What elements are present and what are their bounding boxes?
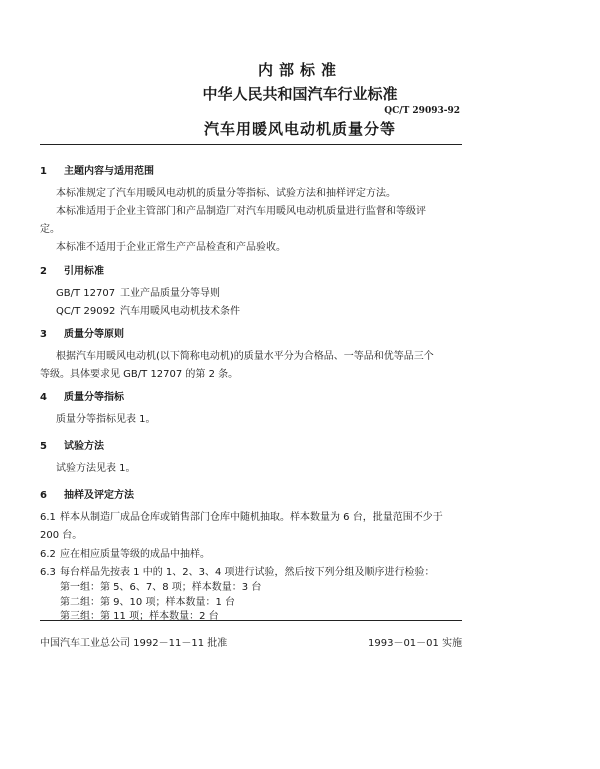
clause-6-3 — [40, 563, 435, 578]
paragraph-continuation: 等级。具体要求见 GB/T 12707 的第 2 条。 — [40, 369, 239, 380]
section-title: 引用标准 — [64, 266, 104, 277]
section-title: 主题内容与适用范围 — [64, 166, 154, 177]
section-number: 3 — [40, 329, 47, 340]
section-2-heading — [40, 262, 104, 277]
clause-text: 每台样品先按表 1 中的 1、2、3、4 项进行试验，然后按下列分组及顺序进行检验： — [60, 567, 435, 578]
clause-text: 应在相应质量等级的成品中抽样。 — [60, 549, 210, 560]
section-number: 5 — [40, 441, 47, 452]
reference-name: 工业产品质量分等导则 — [120, 288, 220, 299]
group-item: 第一组：第 5、6、7、8 项；样本数量：3 台 — [60, 582, 262, 593]
standard-category: 中华人民共和国汽车行业标准 — [202, 85, 398, 103]
paragraph-continuation: 定。 — [40, 224, 60, 235]
page-title: 汽车用暖风电动机质量分等 — [203, 120, 396, 138]
reference-code: QC/T 29092 — [56, 306, 116, 317]
reference-row — [56, 284, 220, 299]
section-6-heading — [40, 486, 134, 501]
clause-number: 6.3 — [40, 567, 56, 578]
approval-note: 中国汽车工业总公司 1992－11－11 批准 — [40, 638, 228, 649]
paragraph: 本标准规定了汽车用暖风电动机的质量分等指标、试验方法和抽样评定方法。 — [56, 188, 396, 199]
reference-row — [56, 302, 240, 317]
group-item: 第三组：第 11 项；样本数量：2 台 — [60, 611, 219, 622]
clause-number: 6.1 — [40, 512, 56, 523]
section-number: 2 — [40, 266, 47, 277]
standard-code: QC/T 29093-92 — [384, 106, 460, 116]
effective-date: 1993－01－01 实施 — [368, 638, 463, 649]
reference-code: GB/T 12707 — [56, 288, 116, 299]
section-4-heading — [40, 388, 124, 403]
header-divider — [40, 144, 462, 145]
section-1-heading — [40, 162, 154, 177]
footer-divider — [40, 620, 462, 621]
section-number: 6 — [40, 490, 47, 501]
clause-6-2 — [40, 545, 210, 560]
section-title: 试验方法 — [64, 441, 104, 452]
clause-6-1 — [40, 508, 443, 523]
paragraph: 根据汽车用暖风电动机(以下简称电动机)的质量水平分为合格品、一等品和优等品三个 — [56, 351, 434, 362]
clause-text: 样本从制造厂成品仓库或销售部门仓库中随机抽取。样本数量为 6 台，批量范围不少于 — [60, 512, 443, 523]
reference-name: 汽车用暖风电动机技术条件 — [120, 306, 240, 317]
clause-number: 6.2 — [40, 549, 56, 560]
group-item: 第二组：第 9、10 项；样本数量：1 台 — [60, 597, 235, 608]
section-title: 抽样及评定方法 — [64, 490, 134, 501]
clause-continuation: 200 台。 — [40, 530, 83, 541]
section-5-heading — [40, 437, 104, 452]
internal-standard-label: 内部标准 — [257, 61, 342, 79]
paragraph: 本标准适用于企业主管部门和产品制造厂对汽车用暖风电动机质量进行监督和等级评 — [56, 206, 426, 217]
section-number: 1 — [40, 166, 47, 177]
paragraph: 质量分等指标见表 1。 — [56, 414, 156, 425]
section-title: 质量分等原则 — [64, 329, 124, 340]
section-3-heading — [40, 325, 124, 340]
paragraph: 本标准不适用于企业正常生产产品检查和产品验收。 — [56, 242, 286, 253]
paragraph: 试验方法见表 1。 — [56, 463, 136, 474]
section-number: 4 — [40, 392, 47, 403]
section-title: 质量分等指标 — [64, 392, 124, 403]
